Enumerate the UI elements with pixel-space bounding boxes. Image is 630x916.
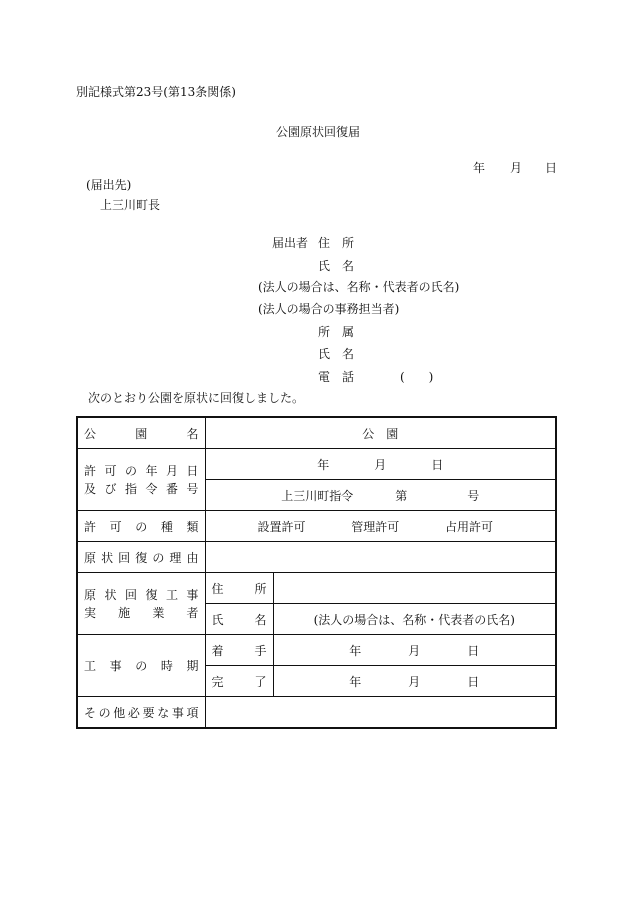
permit-date-label-1: 許 可 の 年 月 日 bbox=[84, 463, 199, 478]
reason-label-cell bbox=[77, 542, 205, 573]
applicant-label: 届出者 bbox=[272, 236, 309, 250]
end-label-cell bbox=[205, 666, 273, 697]
permit-number-prefix: 上三川町指令 bbox=[281, 488, 354, 503]
permit-month-label: 月 bbox=[374, 457, 387, 472]
permit-date-label-cell bbox=[77, 449, 205, 511]
permit-type-occupancy[interactable]: 占用許可 bbox=[444, 519, 493, 534]
date-day-label: 日 bbox=[545, 161, 558, 175]
phone-paren: ( ) bbox=[400, 370, 434, 384]
contractor-label-cell bbox=[77, 573, 205, 635]
start-month-label: 月 bbox=[408, 643, 421, 658]
period-label-cell bbox=[77, 635, 205, 697]
contact-name-label: 氏 名 bbox=[318, 347, 355, 361]
start-label-cell bbox=[205, 635, 273, 666]
form-title: 公園原状回復届 bbox=[276, 125, 361, 139]
end-month-label: 月 bbox=[408, 674, 421, 689]
park-name-label-cell bbox=[77, 417, 205, 449]
contractor-name-label: 氏 名 bbox=[211, 612, 267, 627]
permit-date-label-2: 及 び 指 令 番 号 bbox=[84, 481, 199, 496]
contractor-address-value[interactable] bbox=[273, 573, 556, 604]
park-name-label: 公 園 名 bbox=[84, 426, 199, 441]
contractor-address-label-cell bbox=[205, 573, 273, 604]
period-label: 工 事 の 時 期 bbox=[84, 659, 199, 673]
start-day-label: 日 bbox=[467, 643, 480, 658]
applicant-address-label: 住 所 bbox=[318, 236, 355, 250]
applicant-name-label: 氏 名 bbox=[318, 259, 355, 273]
end-label: 完 了 bbox=[211, 674, 267, 689]
start-year-label: 年 bbox=[349, 643, 362, 658]
permit-number-dai: 第 bbox=[395, 488, 408, 503]
contractor-label-1: 原 状 回 復 工 事 bbox=[84, 587, 199, 602]
end-date-cell[interactable] bbox=[273, 666, 556, 697]
other-label-cell bbox=[77, 697, 205, 729]
permit-number-cell[interactable] bbox=[205, 480, 556, 511]
contractor-name-note: (法人の場合は、名称・代表者の氏名) bbox=[313, 612, 515, 627]
addressee: 上三川町長 bbox=[100, 198, 161, 212]
date-year-label: 年 bbox=[473, 161, 486, 175]
permit-type-label: 許 可 の 種 類 bbox=[84, 519, 199, 534]
reason-label: 原 状 回 復 の 理 由 bbox=[84, 550, 199, 565]
park-name-value: 公 園 bbox=[205, 417, 556, 449]
permit-type-label-cell bbox=[77, 511, 205, 542]
permit-number-go: 号 bbox=[467, 488, 480, 503]
permit-type-management[interactable]: 管理許可 bbox=[351, 519, 400, 534]
dept-label: 所 属 bbox=[318, 325, 355, 339]
reason-value[interactable] bbox=[205, 542, 556, 573]
permit-type-cell[interactable] bbox=[205, 511, 556, 542]
permit-day-label: 日 bbox=[431, 457, 444, 472]
form-number: 別記様式第23号(第13条関係) bbox=[76, 85, 236, 99]
permit-type-setting[interactable]: 設置許可 bbox=[257, 519, 306, 534]
intro-text: 次のとおり公園を原状に回復しました。 bbox=[88, 391, 305, 405]
corp-note: (法人の場合は、名称・代表者の氏名) bbox=[258, 280, 460, 294]
permit-date-cell[interactable] bbox=[205, 449, 556, 480]
contractor-name-label-cell bbox=[205, 604, 273, 635]
form-table bbox=[76, 416, 557, 729]
contact-note: (法人の場合の事務担当者) bbox=[258, 302, 400, 316]
phone-label: 電 話 bbox=[318, 370, 355, 384]
permit-year-label: 年 bbox=[317, 457, 330, 472]
start-label: 着 手 bbox=[211, 643, 267, 658]
end-day-label: 日 bbox=[467, 674, 480, 689]
contractor-address-label: 住 所 bbox=[211, 581, 267, 596]
start-date-cell[interactable] bbox=[273, 635, 556, 666]
end-year-label: 年 bbox=[349, 674, 362, 689]
date-month-label: 月 bbox=[510, 161, 523, 175]
contractor-label-2: 実 施 業 者 bbox=[84, 605, 199, 620]
other-label: そ の 他 必 要 な 事 項 bbox=[84, 705, 199, 720]
other-value[interactable] bbox=[205, 697, 556, 729]
addressee-label: (届出先) bbox=[86, 178, 132, 192]
contractor-name-value[interactable] bbox=[273, 604, 556, 635]
